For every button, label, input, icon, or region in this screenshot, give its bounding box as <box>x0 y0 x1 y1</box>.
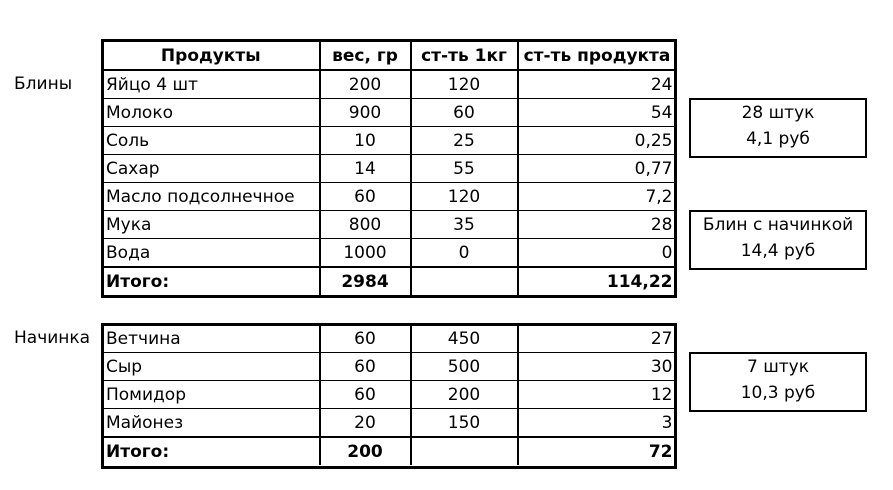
product-name-cell: Яйцо 4 шт <box>103 70 320 99</box>
product-cost-cell: 24 <box>518 70 676 99</box>
filling-unit-cost: 10,3 руб <box>740 383 816 403</box>
product-name-cell: Помидор <box>103 381 320 409</box>
pancake-count-box <box>689 98 867 158</box>
header-price-per-kg: ст-ть 1кг <box>411 42 518 71</box>
product-cost-cell: 30 <box>518 353 676 381</box>
pancake-count: 28 штук <box>741 103 815 123</box>
filled-pancake-cost: 14,4 руб <box>740 241 816 261</box>
price-per-kg-cell: 60 <box>411 99 518 127</box>
product-cost-cell: 3 <box>518 409 676 438</box>
price-per-kg-cell: 150 <box>411 409 518 438</box>
product-name-cell: Ветчина <box>103 325 320 353</box>
pancake-unit-cost: 4,1 руб <box>746 129 810 149</box>
product-name-cell: Соль <box>103 127 320 155</box>
weight-cell: 1000 <box>320 239 411 268</box>
total-weight-cell: 2984 <box>320 267 411 295</box>
total-product-name-cell: Итого: <box>103 437 320 465</box>
price-per-kg-cell: 120 <box>411 183 518 211</box>
product-name-cell: Масло подсолнечное <box>103 183 320 211</box>
product-cost-cell: 0 <box>518 239 676 268</box>
product-name-cell: Майонез <box>103 409 320 438</box>
price-per-kg-cell: 55 <box>411 155 518 183</box>
product-cost-cell: 0,77 <box>518 155 676 183</box>
weight-cell: 200 <box>320 70 411 99</box>
weight-cell: 14 <box>320 155 411 183</box>
filling-count: 7 штук <box>746 357 809 377</box>
weight-cell: 60 <box>320 325 411 353</box>
total-price-per-kg-cell <box>411 267 518 295</box>
table-row <box>103 381 676 409</box>
price-per-kg-cell: 25 <box>411 127 518 155</box>
total-row <box>103 267 676 295</box>
product-name-cell: Сыр <box>103 353 320 381</box>
weight-cell: 60 <box>320 353 411 381</box>
total-weight-cell: 200 <box>320 437 411 465</box>
total-product-cost-cell: 72 <box>518 437 676 465</box>
price-per-kg-cell: 0 <box>411 239 518 268</box>
filling-table <box>102 325 676 465</box>
product-cost-cell: 27 <box>518 325 676 353</box>
product-cost-cell: 28 <box>518 211 676 239</box>
price-per-kg-cell: 120 <box>411 70 518 99</box>
table-row <box>103 99 676 127</box>
product-cost-cell: 7,2 <box>518 183 676 211</box>
price-per-kg-cell: 450 <box>411 325 518 353</box>
section-label-pancakes: Блины <box>14 74 73 94</box>
product-cost-cell: 0,25 <box>518 127 676 155</box>
table-row <box>103 70 676 99</box>
weight-cell: 10 <box>320 127 411 155</box>
total-row <box>103 437 676 465</box>
product-name-cell: Молоко <box>103 99 320 127</box>
product-name-cell: Мука <box>103 211 320 239</box>
pancakes-table <box>102 41 676 295</box>
header-product-cost: ст-ть продукта <box>518 42 676 71</box>
table-row <box>103 409 676 438</box>
total-product-cost-cell: 114,22 <box>518 267 676 295</box>
total-product-name-cell: Итого: <box>103 267 320 295</box>
weight-cell: 20 <box>320 409 411 438</box>
filled-pancake-box <box>689 210 867 270</box>
table-row <box>103 127 676 155</box>
filled-pancake-label: Блин с начинкой <box>702 215 854 235</box>
header-row <box>103 42 676 71</box>
table-row <box>103 325 676 353</box>
table-row <box>103 239 676 268</box>
product-name-cell: Вода <box>103 239 320 268</box>
weight-cell: 60 <box>320 381 411 409</box>
table-row <box>103 211 676 239</box>
price-per-kg-cell: 500 <box>411 353 518 381</box>
weight-cell: 900 <box>320 99 411 127</box>
weight-cell: 800 <box>320 211 411 239</box>
header-products: Продукты <box>103 42 320 71</box>
table-row <box>103 183 676 211</box>
total-price-per-kg-cell <box>411 437 518 465</box>
section-label-filling: Начинка <box>14 328 91 348</box>
table-row <box>103 155 676 183</box>
price-per-kg-cell: 200 <box>411 381 518 409</box>
product-cost-cell: 12 <box>518 381 676 409</box>
product-cost-cell: 54 <box>518 99 676 127</box>
filling-count-box <box>689 352 867 412</box>
header-weight: вес, гр <box>320 42 411 71</box>
weight-cell: 60 <box>320 183 411 211</box>
table-row <box>103 353 676 381</box>
price-per-kg-cell: 35 <box>411 211 518 239</box>
product-name-cell: Сахар <box>103 155 320 183</box>
